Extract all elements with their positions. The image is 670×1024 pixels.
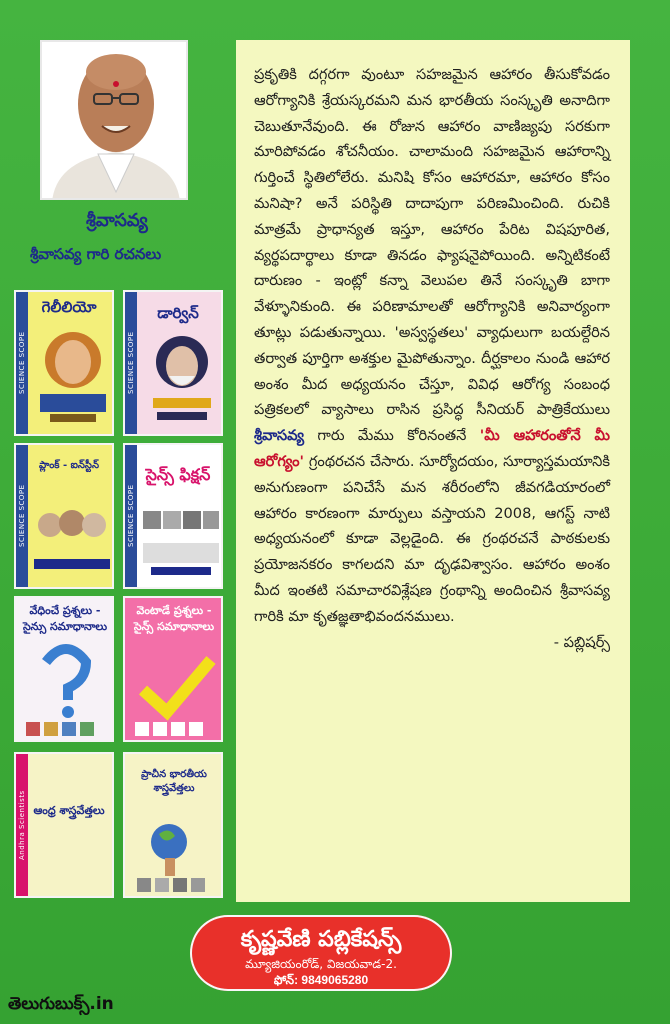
book-checkmark-image: [133, 650, 217, 738]
book-title: ప్రాచీన భారతీయ శాస్త్రవేత్తలు: [141, 769, 207, 794]
publisher-badge: [190, 915, 452, 991]
author-photo: [40, 40, 188, 200]
book-portrait-image: [141, 505, 221, 585]
book-title: డార్విన్: [157, 304, 199, 322]
book-title: ఆంధ్ర శాస్త్రవేత్తలు: [33, 804, 105, 817]
blurb-part-3: గ్రంథరచన చేసారు. సూర్యోదయం, సూర్యాస్తమయానికి అనుగుణంగా పనిచేసే మన శరీరంలోని జీవగడియారంలో ఆహారం కారణంగా మార్పులు వస్తాయని 2008, ఆగస్ట్ నాటి అధ్యయనంలో కూడా వెల్లడైంది. ఈ గ్రంథరచనే పాఠకులకు ప్రయోజనకరం కాగలదని మా దృఢవిశ్వాసం. ఆహారం అంశం మీద ఇంతటి సమాచారవిశ్లేషణ గ్రంథాన్ని అందించిన శ్రీవాసవ్య గారికి మా కృతజ్ఞతాభివందనములు.: [254, 452, 611, 625]
blurb-panel: [236, 40, 630, 902]
book-cover-galileo: [14, 290, 114, 436]
author-works-heading: శ్రీవాసవ్య గారి రచనలు: [30, 245, 162, 263]
publisher-address: మ్యూజియంరోడ్, విజయవాడ-2.: [245, 957, 397, 971]
book-spine: SCIENCE SCOPE: [16, 292, 28, 434]
book-portrait-image: [34, 503, 110, 583]
book-cover-questions-2: [123, 596, 223, 742]
blurb-text: [254, 62, 610, 655]
book-6-bg: [16, 754, 112, 896]
book-cover-questions-1: [14, 596, 114, 742]
book-spine: SCIENCE SCOPE: [125, 292, 137, 434]
blurb-author-name: శ్రీవాసవ్య: [254, 427, 305, 445]
book-cover-science-fiction: [123, 443, 223, 589]
blurb-part-2: గారు మేము కోరినంతనే: [317, 427, 467, 445]
book-title: ప్లాంక్ - ఐన్‌స్టీన్: [39, 460, 99, 471]
book-globe-image: [135, 820, 215, 894]
blurb-book-title: 'మీ ఆహారంతోనే మీ ఆరోగ్యం': [254, 427, 610, 470]
book-cover-darwin: [123, 290, 223, 436]
site-watermark: తెలుగుబుక్స్.in: [8, 994, 114, 1014]
blurb-signoff: - పబ్లిషర్స్: [553, 633, 610, 651]
book-spine: SCIENCE SCOPE: [125, 445, 137, 587]
book-spine: Andhra Scientists: [16, 754, 28, 896]
author-name: శ్రీవాసవ్య: [86, 210, 148, 231]
book-cover-andhra-scientists: [14, 752, 114, 898]
book-question-mark-image: [24, 642, 108, 738]
book-portrait-image: [149, 332, 215, 432]
book-portrait-image: [40, 328, 106, 428]
publisher-name: కృష్ణవేణి పబ్లికేషన్స్: [240, 927, 402, 952]
book-spine: SCIENCE SCOPE: [16, 445, 28, 587]
book-title: వేధించే ప్రశ్నలు - సైన్సు సమాధానాలు: [22, 604, 108, 633]
book-cover-ancient-scientists: [123, 752, 223, 898]
book-cover-planck-einstein: [14, 443, 114, 589]
book-title: వెంటాడే ప్రశ్నలు - సైన్స్ సమాధానాలు: [133, 604, 215, 633]
book-title: గెలీలియో: [41, 298, 97, 316]
blurb-part-1: ప్రకృతికి దగ్గరగా వుంటూ సహజమైన ఆహారం తీసుకోవడం ఆరోగ్యానికి శ్రేయస్కరమని మన భారతీయ సంస్కృతి అనాదిగా చెబుతూనేవుంది. ఈ రోజున ఆహారం వాణిజ్యపు సరకుగా మారిపోవడం శోచనీయం. చాలామంది సహజమైన ఆహారాన్ని గుర్తించే స్థితిలోలేరు. మనిషి కోసం ఆహారమా, ఆహారం కోసం మనిషా? అనే పరిస్థితి దాదాపుగా పరిణమించింది. రుచికి మాత్రమే ప్రాధాన్యత ఇస్తూ, ఆహారం పేరిట విషపూరిత, వ్యర్థపదార్థాలు కూడా తినడం ఫ్యాషనైపోయింది. అన్నిటికంటే దారుణం - ఇంట్లో కన్నా వెలుపల తినే సంస్కృతి బాగా వేళ్ళూనికుంది. ఈ పరిణామాలతో ఆరోగ్యానికి అనివార్యంగా తూట్లు పడుతున్నాయి. 'అస్వస్థతలు' వ్యాధులుగా బయల్దేరిన తర్వాత పూర్తిగా అశక్తుల మైపోతున్నాం. దీర్ఘకాలం నుండి ఆహార అంశం మీద అధ్యయనం చేస్తూ, వివిధ ఆరోగ్య సంబంధ పత్రికలలో వ్యాసాలు రాసిన ప్రసిద్ధ సీనియర్ పాత్రికేయులు: [254, 66, 610, 419]
book-title: సైన్స్ ఫిక్షన్: [145, 465, 211, 484]
publisher-phone: ఫోన్: 9849065280: [273, 973, 369, 987]
